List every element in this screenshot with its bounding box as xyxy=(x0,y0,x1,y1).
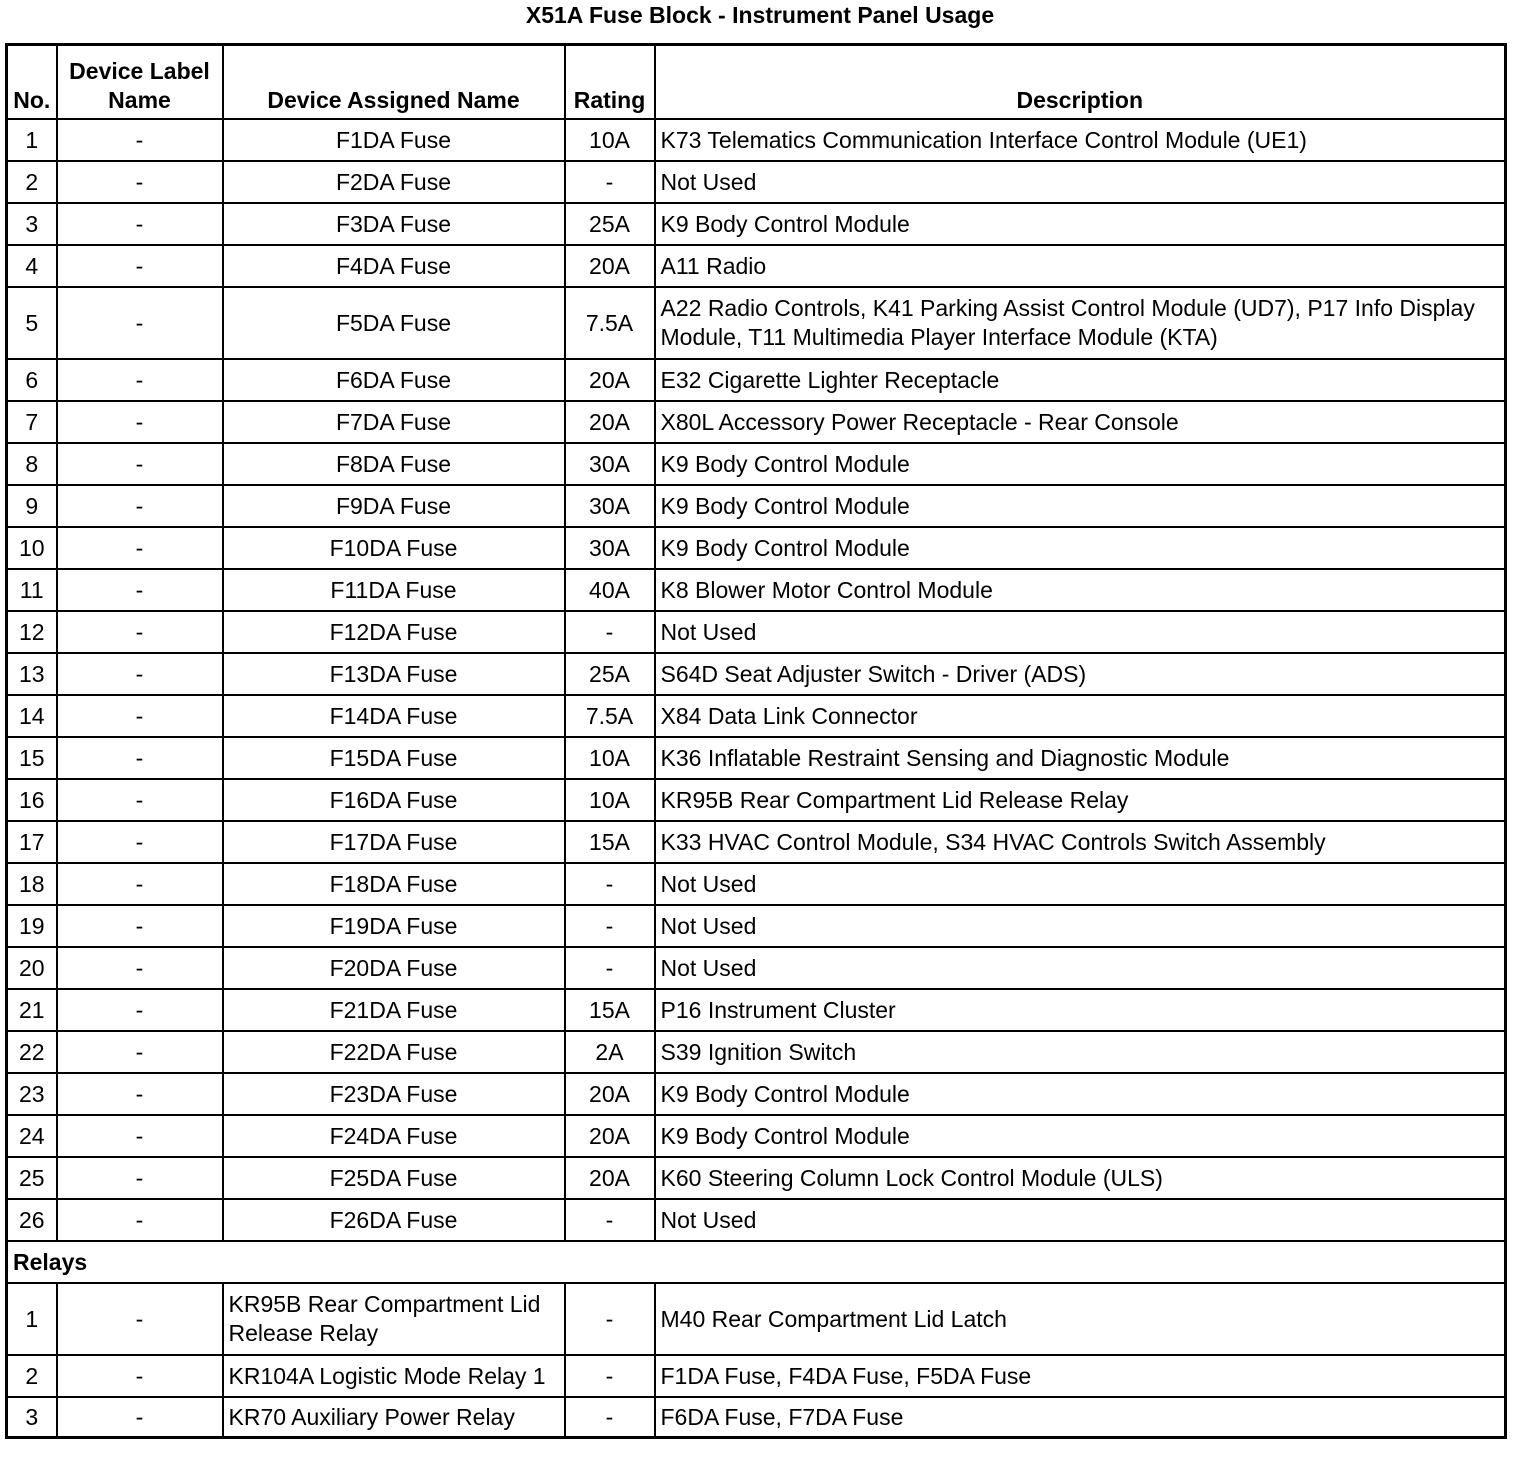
table-row xyxy=(7,1199,1506,1241)
table-row xyxy=(7,821,1506,863)
cell-rating: 15A xyxy=(565,989,655,1031)
cell-description: X84 Data Link Connector xyxy=(655,695,1506,737)
cell-rating: 30A xyxy=(565,443,655,485)
cell-device-assigned-name: F22DA Fuse xyxy=(223,1031,565,1073)
cell-device-assigned-name: F12DA Fuse xyxy=(223,611,565,653)
cell-description: K9 Body Control Module xyxy=(655,443,1506,485)
cell-device-assigned-name: F17DA Fuse xyxy=(223,821,565,863)
cell-description: K60 Steering Column Lock Control Module (ULS) xyxy=(655,1157,1506,1199)
cell-description: E32 Cigarette Lighter Receptacle xyxy=(655,359,1506,401)
table-row xyxy=(7,1157,1506,1199)
cell-no: 9 xyxy=(7,485,57,527)
cell-device-label-name: - xyxy=(57,119,223,161)
cell-device-assigned-name: F3DA Fuse xyxy=(223,203,565,245)
cell-description: K8 Blower Motor Control Module xyxy=(655,569,1506,611)
table-row xyxy=(7,653,1506,695)
cell-device-label-name: - xyxy=(57,863,223,905)
cell-rating: 20A xyxy=(565,1073,655,1115)
cell-device-assigned-name: F7DA Fuse xyxy=(223,401,565,443)
cell-device-assigned-name: KR95B Rear Compartment Lid Release Relay xyxy=(223,1283,565,1355)
cell-device-assigned-name: F11DA Fuse xyxy=(223,569,565,611)
table-row xyxy=(7,245,1506,287)
cell-description: Not Used xyxy=(655,947,1506,989)
cell-device-label-name: - xyxy=(57,1355,223,1397)
cell-device-label-name: - xyxy=(57,443,223,485)
cell-device-label-name: - xyxy=(57,737,223,779)
cell-description: K9 Body Control Module xyxy=(655,203,1506,245)
cell-rating: 30A xyxy=(565,485,655,527)
table-row xyxy=(7,989,1506,1031)
table-row xyxy=(7,737,1506,779)
cell-no: 25 xyxy=(7,1157,57,1199)
cell-rating: 7.5A xyxy=(565,287,655,359)
cell-device-assigned-name: F18DA Fuse xyxy=(223,863,565,905)
cell-description: Not Used xyxy=(655,611,1506,653)
cell-description: X80L Accessory Power Receptacle - Rear Console xyxy=(655,401,1506,443)
cell-no: 17 xyxy=(7,821,57,863)
cell-rating: - xyxy=(565,611,655,653)
table-row xyxy=(7,569,1506,611)
cell-device-assigned-name: F23DA Fuse xyxy=(223,1073,565,1115)
cell-rating: 25A xyxy=(565,653,655,695)
cell-no: 24 xyxy=(7,1115,57,1157)
cell-rating: - xyxy=(565,1199,655,1241)
cell-device-assigned-name: F4DA Fuse xyxy=(223,245,565,287)
cell-device-label-name: - xyxy=(57,695,223,737)
table-row xyxy=(7,1031,1506,1073)
cell-no: 20 xyxy=(7,947,57,989)
page-title: X51A Fuse Block - Instrument Panel Usage xyxy=(525,2,995,28)
table-row xyxy=(7,1115,1506,1157)
cell-device-label-name: - xyxy=(57,611,223,653)
cell-description: K9 Body Control Module xyxy=(655,1073,1506,1115)
cell-description: Not Used xyxy=(655,905,1506,947)
cell-description: M40 Rear Compartment Lid Latch xyxy=(655,1283,1506,1355)
table-row xyxy=(7,485,1506,527)
cell-description: K36 Inflatable Restraint Sensing and Diagnostic Module xyxy=(655,737,1506,779)
cell-description: A22 Radio Controls, K41 Parking Assist Control Module (UD7), P17 Info Display Module, T11 Multimedia Player Interface Module (KTA) xyxy=(655,287,1506,359)
cell-rating: 20A xyxy=(565,1115,655,1157)
table-row xyxy=(7,779,1506,821)
cell-device-label-name: - xyxy=(57,779,223,821)
cell-device-assigned-name: F14DA Fuse xyxy=(223,695,565,737)
cell-description: Not Used xyxy=(655,863,1506,905)
cell-device-assigned-name: F21DA Fuse xyxy=(223,989,565,1031)
cell-rating: 20A xyxy=(565,1157,655,1199)
cell-rating: - xyxy=(565,1397,655,1438)
cell-no: 16 xyxy=(7,779,57,821)
cell-no: 3 xyxy=(7,1397,57,1438)
cell-device-assigned-name: F2DA Fuse xyxy=(223,161,565,203)
table-header-row xyxy=(7,45,1506,120)
cell-description: A11 Radio xyxy=(655,245,1506,287)
cell-rating: - xyxy=(565,1283,655,1355)
cell-no: 1 xyxy=(7,119,57,161)
cell-no: 2 xyxy=(7,161,57,203)
cell-no: 13 xyxy=(7,653,57,695)
fuse-usage-table xyxy=(5,43,1507,1439)
cell-device-label-name: - xyxy=(57,161,223,203)
cell-no: 18 xyxy=(7,863,57,905)
cell-rating: 7.5A xyxy=(565,695,655,737)
cell-rating: 20A xyxy=(565,359,655,401)
cell-rating: 40A xyxy=(565,569,655,611)
header-device-assigned-name: Device Assigned Name xyxy=(223,45,565,120)
cell-rating: - xyxy=(565,863,655,905)
cell-device-assigned-name: F6DA Fuse xyxy=(223,359,565,401)
table-row xyxy=(7,119,1506,161)
cell-description: KR95B Rear Compartment Lid Release Relay xyxy=(655,779,1506,821)
cell-device-assigned-name: F8DA Fuse xyxy=(223,443,565,485)
table-row xyxy=(7,401,1506,443)
table-row xyxy=(7,1355,1506,1397)
cell-rating: - xyxy=(565,947,655,989)
cell-no: 19 xyxy=(7,905,57,947)
header-description: Description xyxy=(655,45,1506,120)
cell-description: K73 Telematics Communication Interface Control Module (UE1) xyxy=(655,119,1506,161)
cell-description: Not Used xyxy=(655,1199,1506,1241)
table-row xyxy=(7,695,1506,737)
cell-device-label-name: - xyxy=(57,821,223,863)
cell-device-label-name: - xyxy=(57,1073,223,1115)
cell-rating: - xyxy=(565,1355,655,1397)
header-device-label-name: Device Label Name xyxy=(57,45,223,120)
cell-no: 22 xyxy=(7,1031,57,1073)
cell-no: 12 xyxy=(7,611,57,653)
cell-no: 8 xyxy=(7,443,57,485)
cell-no: 11 xyxy=(7,569,57,611)
cell-device-label-name: - xyxy=(57,1397,223,1438)
cell-rating: 10A xyxy=(565,119,655,161)
cell-description: S39 Ignition Switch xyxy=(655,1031,1506,1073)
cell-description: K9 Body Control Module xyxy=(655,1115,1506,1157)
table-row xyxy=(7,359,1506,401)
cell-rating: - xyxy=(565,905,655,947)
cell-device-label-name: - xyxy=(57,203,223,245)
cell-device-assigned-name: F24DA Fuse xyxy=(223,1115,565,1157)
cell-device-label-name: - xyxy=(57,1199,223,1241)
cell-no: 23 xyxy=(7,1073,57,1115)
table-row xyxy=(7,905,1506,947)
cell-rating: - xyxy=(565,161,655,203)
cell-device-label-name: - xyxy=(57,1031,223,1073)
cell-no: 1 xyxy=(7,1283,57,1355)
cell-device-assigned-name: F25DA Fuse xyxy=(223,1157,565,1199)
cell-rating: 10A xyxy=(565,737,655,779)
cell-description: K33 HVAC Control Module, S34 HVAC Controls Switch Assembly xyxy=(655,821,1506,863)
cell-no: 15 xyxy=(7,737,57,779)
cell-rating: 25A xyxy=(565,203,655,245)
cell-device-assigned-name: F26DA Fuse xyxy=(223,1199,565,1241)
table-row xyxy=(7,1283,1506,1355)
header-no: No. xyxy=(7,45,57,120)
section-row-relays xyxy=(7,1241,1506,1283)
cell-device-label-name: - xyxy=(57,947,223,989)
table-row xyxy=(7,1073,1506,1115)
table-row xyxy=(7,161,1506,203)
table-row xyxy=(7,203,1506,245)
cell-no: 26 xyxy=(7,1199,57,1241)
table-row xyxy=(7,863,1506,905)
cell-description: S64D Seat Adjuster Switch - Driver (ADS) xyxy=(655,653,1506,695)
cell-device-assigned-name: F13DA Fuse xyxy=(223,653,565,695)
cell-description: P16 Instrument Cluster xyxy=(655,989,1506,1031)
cell-device-label-name: - xyxy=(57,1283,223,1355)
table-row xyxy=(7,527,1506,569)
table-row xyxy=(7,443,1506,485)
table-row xyxy=(7,611,1506,653)
cell-device-label-name: - xyxy=(57,401,223,443)
cell-rating: 30A xyxy=(565,527,655,569)
cell-description: K9 Body Control Module xyxy=(655,527,1506,569)
cell-rating: 20A xyxy=(565,245,655,287)
table-body xyxy=(7,119,1506,1438)
cell-rating: 20A xyxy=(565,401,655,443)
table-row xyxy=(7,1397,1506,1438)
cell-device-label-name: - xyxy=(57,1157,223,1199)
cell-device-assigned-name: KR70 Auxiliary Power Relay xyxy=(223,1397,565,1438)
cell-device-assigned-name: KR104A Logistic Mode Relay 1 xyxy=(223,1355,565,1397)
cell-device-label-name: - xyxy=(57,485,223,527)
cell-device-label-name: - xyxy=(57,287,223,359)
cell-device-label-name: - xyxy=(57,653,223,695)
cell-description: F6DA Fuse, F7DA Fuse xyxy=(655,1397,1506,1438)
cell-device-label-name: - xyxy=(57,989,223,1031)
cell-no: 21 xyxy=(7,989,57,1031)
cell-no: 6 xyxy=(7,359,57,401)
cell-rating: 2A xyxy=(565,1031,655,1073)
cell-rating: 10A xyxy=(565,779,655,821)
cell-device-label-name: - xyxy=(57,245,223,287)
cell-no: 2 xyxy=(7,1355,57,1397)
cell-no: 7 xyxy=(7,401,57,443)
cell-device-label-name: - xyxy=(57,527,223,569)
cell-device-label-name: - xyxy=(57,905,223,947)
cell-device-assigned-name: F20DA Fuse xyxy=(223,947,565,989)
cell-device-assigned-name: F16DA Fuse xyxy=(223,779,565,821)
section-label: Relays xyxy=(7,1241,1506,1283)
table-row xyxy=(7,287,1506,359)
header-rating: Rating xyxy=(565,45,655,120)
cell-device-assigned-name: F5DA Fuse xyxy=(223,287,565,359)
table-row xyxy=(7,947,1506,989)
cell-device-label-name: - xyxy=(57,569,223,611)
cell-device-assigned-name: F9DA Fuse xyxy=(223,485,565,527)
cell-device-assigned-name: F10DA Fuse xyxy=(223,527,565,569)
cell-description: F1DA Fuse, F4DA Fuse, F5DA Fuse xyxy=(655,1355,1506,1397)
cell-description: Not Used xyxy=(655,161,1506,203)
cell-device-label-name: - xyxy=(57,359,223,401)
cell-no: 3 xyxy=(7,203,57,245)
cell-rating: 15A xyxy=(565,821,655,863)
cell-no: 14 xyxy=(7,695,57,737)
cell-no: 5 xyxy=(7,287,57,359)
cell-device-assigned-name: F1DA Fuse xyxy=(223,119,565,161)
cell-no: 10 xyxy=(7,527,57,569)
cell-no: 4 xyxy=(7,245,57,287)
cell-device-assigned-name: F15DA Fuse xyxy=(223,737,565,779)
cell-device-assigned-name: F19DA Fuse xyxy=(223,905,565,947)
cell-device-label-name: - xyxy=(57,1115,223,1157)
cell-description: K9 Body Control Module xyxy=(655,485,1506,527)
